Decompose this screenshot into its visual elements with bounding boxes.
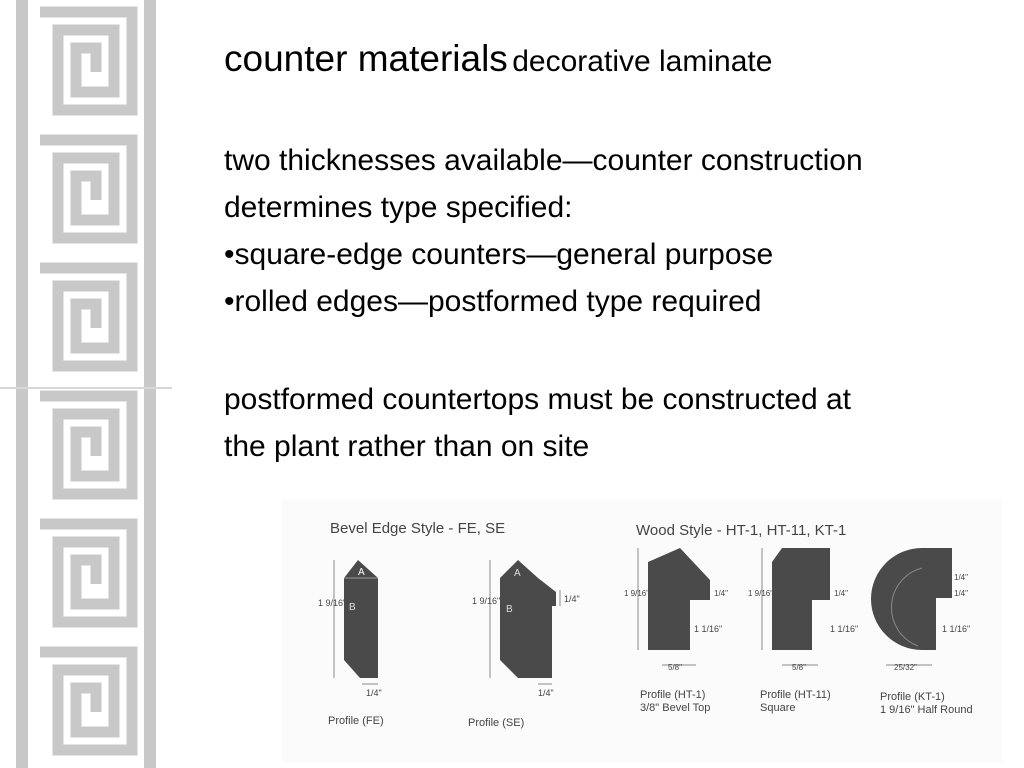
label-a: A bbox=[514, 568, 521, 579]
text-line: the plant rather than on site bbox=[224, 430, 590, 463]
inner-label: 1 1/16" bbox=[694, 624, 723, 634]
height-label: 1 9/16" bbox=[624, 589, 650, 598]
bevel-heading: Bevel Edge Style - FE, SE bbox=[330, 520, 506, 537]
label-b: B bbox=[349, 602, 356, 613]
five-eighth-label: 5/8" bbox=[792, 663, 806, 672]
caption-ht11: Profile (HT-11) bbox=[760, 689, 831, 701]
twentyfive-label: 25/32" bbox=[894, 663, 917, 672]
quarter-label: 1/4" bbox=[714, 589, 728, 598]
caption-se: Profile (SE) bbox=[468, 717, 525, 729]
quarter-label: 1/4" bbox=[564, 594, 580, 604]
quarter-label-bottom: 1/4" bbox=[538, 688, 554, 698]
label-b: B bbox=[506, 604, 513, 615]
greek-key-border bbox=[0, 0, 172, 768]
quarter-label: 1/4" bbox=[954, 573, 968, 582]
height-label: 1 9/16" bbox=[318, 598, 347, 608]
five-eighth-label: 5/8" bbox=[668, 663, 682, 672]
paragraph-postformed bbox=[224, 376, 851, 470]
quarter-label: 1/4" bbox=[366, 688, 382, 698]
text-line: postformed countertops must be constructed at bbox=[224, 383, 851, 416]
title-subtitle: decorative laminate bbox=[512, 45, 773, 78]
quarter-label-2: 1/4" bbox=[954, 589, 968, 598]
label-a: A bbox=[358, 567, 365, 578]
profile-diagrams bbox=[282, 500, 1002, 762]
wood-heading: Wood Style - HT-1, HT-11, KT-1 bbox=[636, 522, 847, 539]
bullet-item: •rolled edges—postformed type required bbox=[224, 285, 762, 318]
caption-ht11-detail: Square bbox=[760, 702, 796, 714]
quarter-label: 1/4" bbox=[834, 589, 848, 598]
height-label: 1 9/16" bbox=[472, 596, 501, 606]
text-line: determines type specified: bbox=[224, 191, 573, 224]
inner-label: 1 1/16" bbox=[942, 624, 971, 634]
inner-label: 1 1/16" bbox=[830, 624, 859, 634]
caption-fe: Profile (FE) bbox=[328, 715, 384, 727]
slide-title bbox=[224, 38, 772, 80]
caption-kt1: Profile (KT-1) bbox=[880, 691, 945, 703]
bullet-item: •square-edge counters—general purpose bbox=[224, 238, 774, 271]
caption-ht1: Profile (HT-1) bbox=[640, 689, 706, 701]
caption-kt1-detail: 1 9/16" Half Round bbox=[880, 704, 973, 716]
title-main: counter materials bbox=[224, 38, 508, 79]
text-line: two thicknesses available—counter construction bbox=[224, 144, 863, 177]
paragraph-thicknesses bbox=[224, 137, 863, 325]
height-label: 1 9/16" bbox=[748, 589, 774, 598]
caption-ht1-detail: 3/8" Bevel Top bbox=[640, 702, 711, 714]
